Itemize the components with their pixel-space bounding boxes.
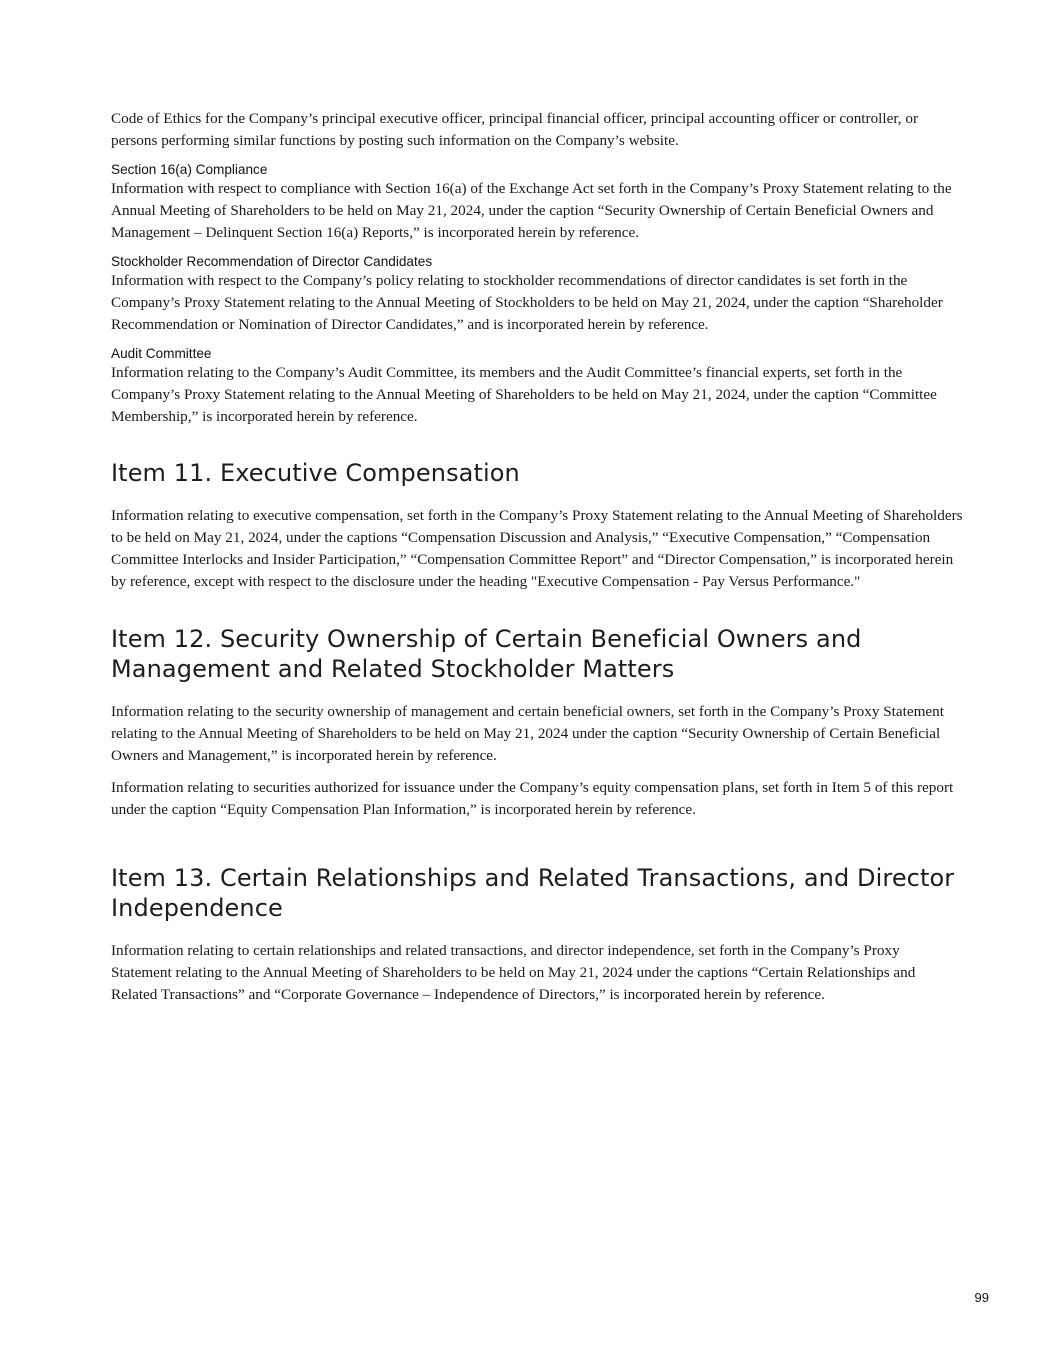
item-13-paragraph: Information relating to certain relationships and related transactions, and director independence, set forth in the Company’s Proxy Statement relating to the Annual Meeting of Shareholders to be held on May 21, 2024 under the captions “Certain Relationships and Related Transactions” and “Corporate Governance – Independence of Directors,” is incorporated herein by reference. — [111, 942, 916, 1003]
audit-committee-heading: Audit Committee — [111, 346, 212, 361]
item-12-paragraph-2: Information relating to securities authorized for issuance under the Company’s equity compensation plans, set forth in Item 5 of this report under the caption “Equity Compensation Plan Information,” is incorporated herein by reference. — [111, 779, 954, 818]
item-12-paragraph-1: Information relating to the security ownership of management and certain beneficial owners, set forth in the Company’s Proxy Statement relating to the Annual Meeting of Shareholders to be held on May 21, 2024 under the caption “Security Ownership of Certain Beneficial Owners and Management,” is incorporated herein by reference. — [111, 703, 944, 764]
item-11-paragraph: Information relating to executive compensation, set forth in the Company’s Proxy Statement relating to the Annual Meeting of Shareholders to be held on May 21, 2024, under the captions “Compensation Discussion and Analysis,” “Executive Compensation,” “Compensation Committee Interlocks and Insider Participation,” “Compensation Committee Report” and “Director Compensation,” is incorporated herein by reference, except with respect to the disclosure under the heading "Executive Compensation - Pay Versus Performance." — [111, 507, 963, 590]
stockholder-recommendation-paragraph: Information with respect to the Company’s policy relating to stockholder recommendations of director candidates is set forth in the Company’s Proxy Statement relating to the Annual Meeting of Stockholders to be held on May 21, 2024, under the caption “Shareholder Recommendation or Nomination of Director Candidates,” and is incorporated herein by reference. — [111, 272, 943, 333]
document-page — [111, 108, 963, 1006]
stockholder-recommendation-section — [111, 254, 963, 336]
audit-committee-paragraph: Information relating to the Company’s Audit Committee, its members and the Audit Committee’s financial experts, set forth in the Company’s Proxy Statement relating to the Annual Meeting of Shareholders to be held on May 21, 2024, under the caption “Committee Membership,” is incorporated herein by reference. — [111, 364, 937, 425]
section-16a — [111, 162, 963, 244]
section-16a-paragraph: Information with respect to compliance with Section 16(a) of the Exchange Act set forth in the Company’s Proxy Statement relating to the Annual Meeting of Shareholders to be held on May 21, 2024, under the caption “Security Ownership of Certain Beneficial Owners and Management – Delinquent Section 16(a) Reports,” is incorporated herein by reference. — [111, 180, 952, 241]
page-number: 99 — [974, 1290, 989, 1305]
item-13-heading: Item 13. Certain Relationships and Related Transactions, and Director Independence — [111, 864, 955, 922]
stockholder-recommendation-heading: Stockholder Recommendation of Director Candidates — [111, 254, 433, 269]
item-11-heading: Item 11. Executive Compensation — [111, 459, 520, 487]
section-16a-heading: Section 16(a) Compliance — [111, 162, 268, 177]
item-12-heading: Item 12. Security Ownership of Certain Beneficial Owners and Management and Related Stockholder Matters — [111, 625, 862, 683]
intro-paragraph: Code of Ethics for the Company’s principal executive officer, principal financial officer, principal accounting officer or controller, or persons performing similar functions by posting such information on the Company’s website. — [111, 110, 919, 149]
audit-committee-section — [111, 346, 963, 428]
